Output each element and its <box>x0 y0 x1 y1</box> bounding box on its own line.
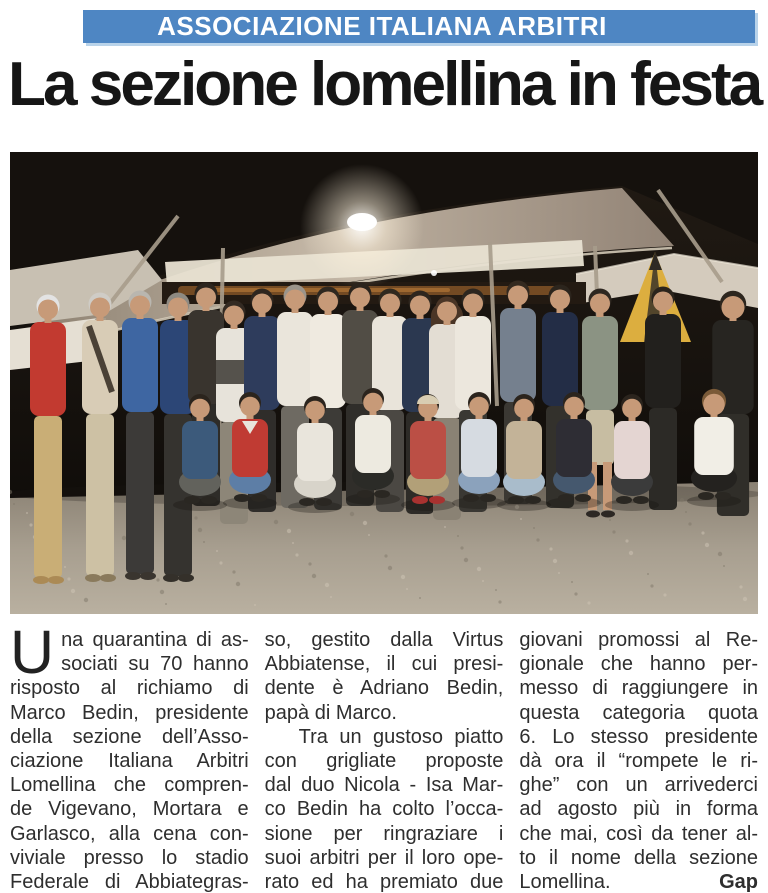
article-line: so, gestito dalla Virtus <box>264 629 504 651</box>
article-line: co Bedin ha colto l’occa- <box>264 798 504 821</box>
article-line: to il nome della sezione <box>519 846 759 869</box>
article-line: che mai, così da tener al- <box>519 822 759 845</box>
article-line: suoi arbitri per il loro ope- <box>264 846 504 869</box>
article-line: ad agosto più in forma <box>519 798 759 821</box>
article-line: dal duo Nicola - Isa Mar- <box>264 774 504 797</box>
article-line: gionale che hanno per- <box>519 653 759 676</box>
person-back <box>82 293 118 583</box>
article-line: risposto al richiamo di <box>10 677 249 700</box>
headline-text: La sezione lomellina in festa <box>8 50 761 119</box>
article-column <box>265 628 504 893</box>
article-body <box>10 618 759 893</box>
article-line: con grigliate proposte <box>264 750 504 773</box>
article-line: ciazione Italiana Arbitri <box>10 750 249 773</box>
byline: Gap <box>719 871 759 893</box>
article-line-text: Lomellina. <box>519 871 611 893</box>
article-line: Lomellina che compren- <box>10 774 249 797</box>
article-line: papà di Marco. <box>264 701 397 724</box>
article-line: sociati su 70 hanno <box>61 653 249 676</box>
article-line: dente è Adriano Bedin, <box>264 677 504 700</box>
article-column <box>519 628 758 893</box>
article-line: 6. Lo stesso presidente <box>519 725 759 748</box>
article-line: viviale presso lo stadio <box>10 846 249 869</box>
article-line: Abbiatense, il cui presi- <box>264 653 504 676</box>
section-banner <box>83 10 755 43</box>
article-line: na quarantina di as- <box>61 629 249 651</box>
article-line: questa categoria quota <box>519 701 759 724</box>
headline-wrap <box>8 51 760 121</box>
article-line: Federale di Abbiategras- <box>10 871 249 893</box>
section-banner-label: ASSOCIAZIONE ITALIANA ARBITRI <box>157 11 607 41</box>
lamp-core <box>347 213 377 231</box>
article-column <box>10 618 249 893</box>
article-line: giovani promossi al Re- <box>519 629 759 651</box>
article-line: Marco Bedin, presidente <box>10 701 249 724</box>
group-photo <box>10 152 758 614</box>
person-back <box>30 295 66 585</box>
person-back <box>122 291 158 581</box>
article-line: Tra un gustoso piatto <box>298 725 504 748</box>
article-line <box>519 870 758 893</box>
small-light <box>431 270 437 276</box>
article-line: Garlasco, alla cena con- <box>10 822 249 845</box>
article-line: messo di raggiungere in <box>519 677 759 700</box>
article-line: rato ed ha premiato due <box>264 871 504 893</box>
article-line: de Vigevano, Mortara e <box>10 798 249 821</box>
article-line: sione per ringraziare i <box>264 822 504 845</box>
article-line: ghe” con un arrivederci <box>519 774 759 797</box>
article-line: dà ora il “rompete le ri- <box>519 750 759 773</box>
article-line: della sezione dell’Asso- <box>10 725 249 748</box>
drop-cap: U <box>10 618 55 686</box>
